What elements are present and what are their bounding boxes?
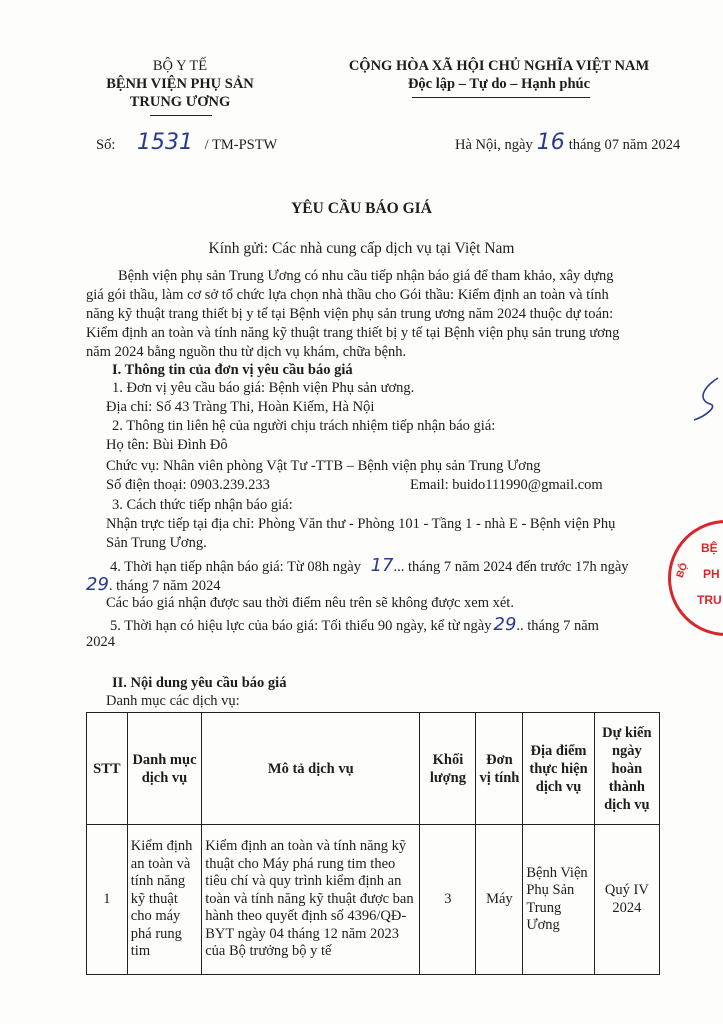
table-header-row <box>87 713 660 825</box>
col-header-description: Mô tả dịch vụ <box>202 713 420 825</box>
margin-signature-mark <box>688 370 723 430</box>
contact-info-heading: 2. Thông tin liên hệ của người chịu trách nhiệm tiếp nhận báo giá: <box>112 418 496 434</box>
intro-line: năm 2024 bằng nguồn thu từ dịch vụ khám, chữa bệnh. <box>86 344 407 360</box>
validity-text: .. tháng 7 năm <box>516 618 599 634</box>
requester-address: Địa chỉ: Số 43 Tràng Thi, Hoàn Kiếm, Hà Nội <box>106 399 375 415</box>
hospital-name-line1: BỆNH VIỆN PHỤ SẢN <box>106 76 254 92</box>
deadline-text: 4. Thời hạn tiếp nhận báo giá: Từ 08h ngày <box>110 559 361 575</box>
national-motto: Độc lập – Tự do – Hạnh phúc <box>407 76 591 92</box>
stamp-text: TRU <box>697 593 722 607</box>
intro-line: năng kỹ thuật trang thiết bị y tế tại Bệnh viện phụ sản trung ương năm 2024 thuộc dự toán: <box>86 306 614 322</box>
col-header-category: Danh mục dịch vụ <box>127 713 201 825</box>
deadline-text: . tháng 7 năm 2024 <box>108 578 221 594</box>
header-left-underline <box>150 115 212 116</box>
ministry-name: BỘ Y TẾ <box>152 58 208 74</box>
deadline-end-day-handwritten: 29 <box>86 574 109 595</box>
intro-line: Kiểm định an toàn và tính năng kỹ thuật trang thiết bị y tế tại Bệnh viện phụ sản trung ương <box>86 325 620 341</box>
contact-email: Email: buido111990@gmail.com <box>410 477 603 493</box>
stamp-text: BỘ <box>674 561 691 580</box>
row-location: Bệnh Viện Phụ Sản Trung Ương <box>523 825 594 975</box>
intro-line: giá gói thầu, làm cơ sở tổ chức lựa chọn nhà thầu cho Gói thầu: Kiểm định an toàn và tính <box>86 287 609 303</box>
stamp-text: BỆ <box>701 541 718 555</box>
col-header-stt: STT <box>87 713 128 825</box>
document-number <box>96 130 277 155</box>
contact-phone: Số điện thoại: 0903.239.233 <box>106 477 270 493</box>
col-header-quantity: Khối lượng <box>420 713 476 825</box>
contact-name: Họ tên: Bùi Đình Đô <box>106 437 228 453</box>
validity-day-handwritten: 29 <box>493 614 517 635</box>
row-completion: Quý IV 2024 <box>594 825 659 975</box>
col-header-unit: Đơn vị tính <box>476 713 523 825</box>
receive-address-line: Sản Trung Ương. <box>106 535 207 551</box>
recipient-line: Kính gửi: Các nhà cung cấp dịch vụ tại Việt Nam <box>208 240 515 257</box>
section-2-heading: II. Nội dung yêu cầu báo giá <box>112 675 287 691</box>
validity-line <box>110 614 599 635</box>
document-title: YÊU CẦU BÁO GIÁ <box>291 200 432 217</box>
date-prefix: Hà Nội, ngày <box>455 137 533 153</box>
header-right-underline <box>412 97 590 98</box>
intro-line: Bệnh viện phụ sản Trung Ương có nhu cầu tiếp nhận báo giá để tham khảo, xây dựng <box>118 268 614 284</box>
date-day-handwritten: 16 <box>536 130 565 155</box>
doc-number-handwritten: 1531 <box>136 130 193 155</box>
doc-number-suffix: / TM-PSTW <box>204 137 278 153</box>
validity-line-2: 2024 <box>86 634 115 650</box>
deadline-line <box>110 555 629 576</box>
hospital-name-line2: TRUNG ƯƠNG <box>129 94 231 110</box>
stamp-text: PH <box>703 567 720 581</box>
hospital-stamp <box>668 520 723 636</box>
deadline-line-2 <box>86 574 220 595</box>
country-name: CỘNG HÒA XÃ HỘI CHỦ NGHĨA VIỆT NAM <box>348 58 650 74</box>
row-quantity: 3 <box>420 825 476 975</box>
doc-number-label: Số: <box>96 137 116 153</box>
document-date <box>455 130 680 155</box>
deadline-text: ... tháng 7 năm 2024 đến trước 17h ngày <box>393 559 629 575</box>
contact-position: Chức vụ: Nhân viên phòng Vật Tư -TTB – Bệnh viện phụ sản Trung Ương <box>106 458 541 474</box>
service-table <box>86 712 660 975</box>
table-row <box>87 825 660 975</box>
row-category: Kiểm định an toàn và tính năng kỹ thuật cho máy phá rung tim <box>127 825 201 975</box>
deadline-start-day-handwritten: 17 <box>370 555 394 576</box>
col-header-completion: Dự kiến ngày hoàn thành dịch vụ <box>594 713 659 825</box>
receive-address-line: Nhận trực tiếp tại địa chỉ: Phòng Văn thư - Phòng 101 - Tầng 1 - nhà E - Bệnh viện Phụ <box>106 516 616 532</box>
requester-unit: 1. Đơn vị yêu cầu báo giá: Bệnh viện Phụ sản ương. <box>112 380 415 396</box>
receive-method-heading: 3. Cách thức tiếp nhận báo giá: <box>112 497 293 513</box>
late-submission-note: Các báo giá nhận được sau thời điểm nêu trên sẽ không được xem xét. <box>106 595 514 611</box>
validity-text: 5. Thời hạn có hiệu lực của báo giá: Tối thiểu 90 ngày, kể từ ngày <box>110 618 492 634</box>
date-suffix: tháng 07 năm 2024 <box>568 137 681 153</box>
row-unit: Máy <box>476 825 523 975</box>
col-header-location: Địa điểm thực hiện dịch vụ <box>523 713 594 825</box>
service-list-label: Danh mục các dịch vụ: <box>106 693 240 709</box>
section-1-heading: I. Thông tin của đơn vị yêu cầu báo giá <box>112 362 353 378</box>
row-description: Kiểm định an toàn và tính năng kỹ thuật cho Máy phá rung tim theo tiêu chí và quy trình kiểm định an toàn và tính năng kỹ thuật được ban hành theo quyết định số 4396/QĐ-BYT ngày 04 tháng 12 năm 2023 của Bộ trưởng bộ y tế <box>202 825 420 975</box>
row-stt: 1 <box>87 825 128 975</box>
